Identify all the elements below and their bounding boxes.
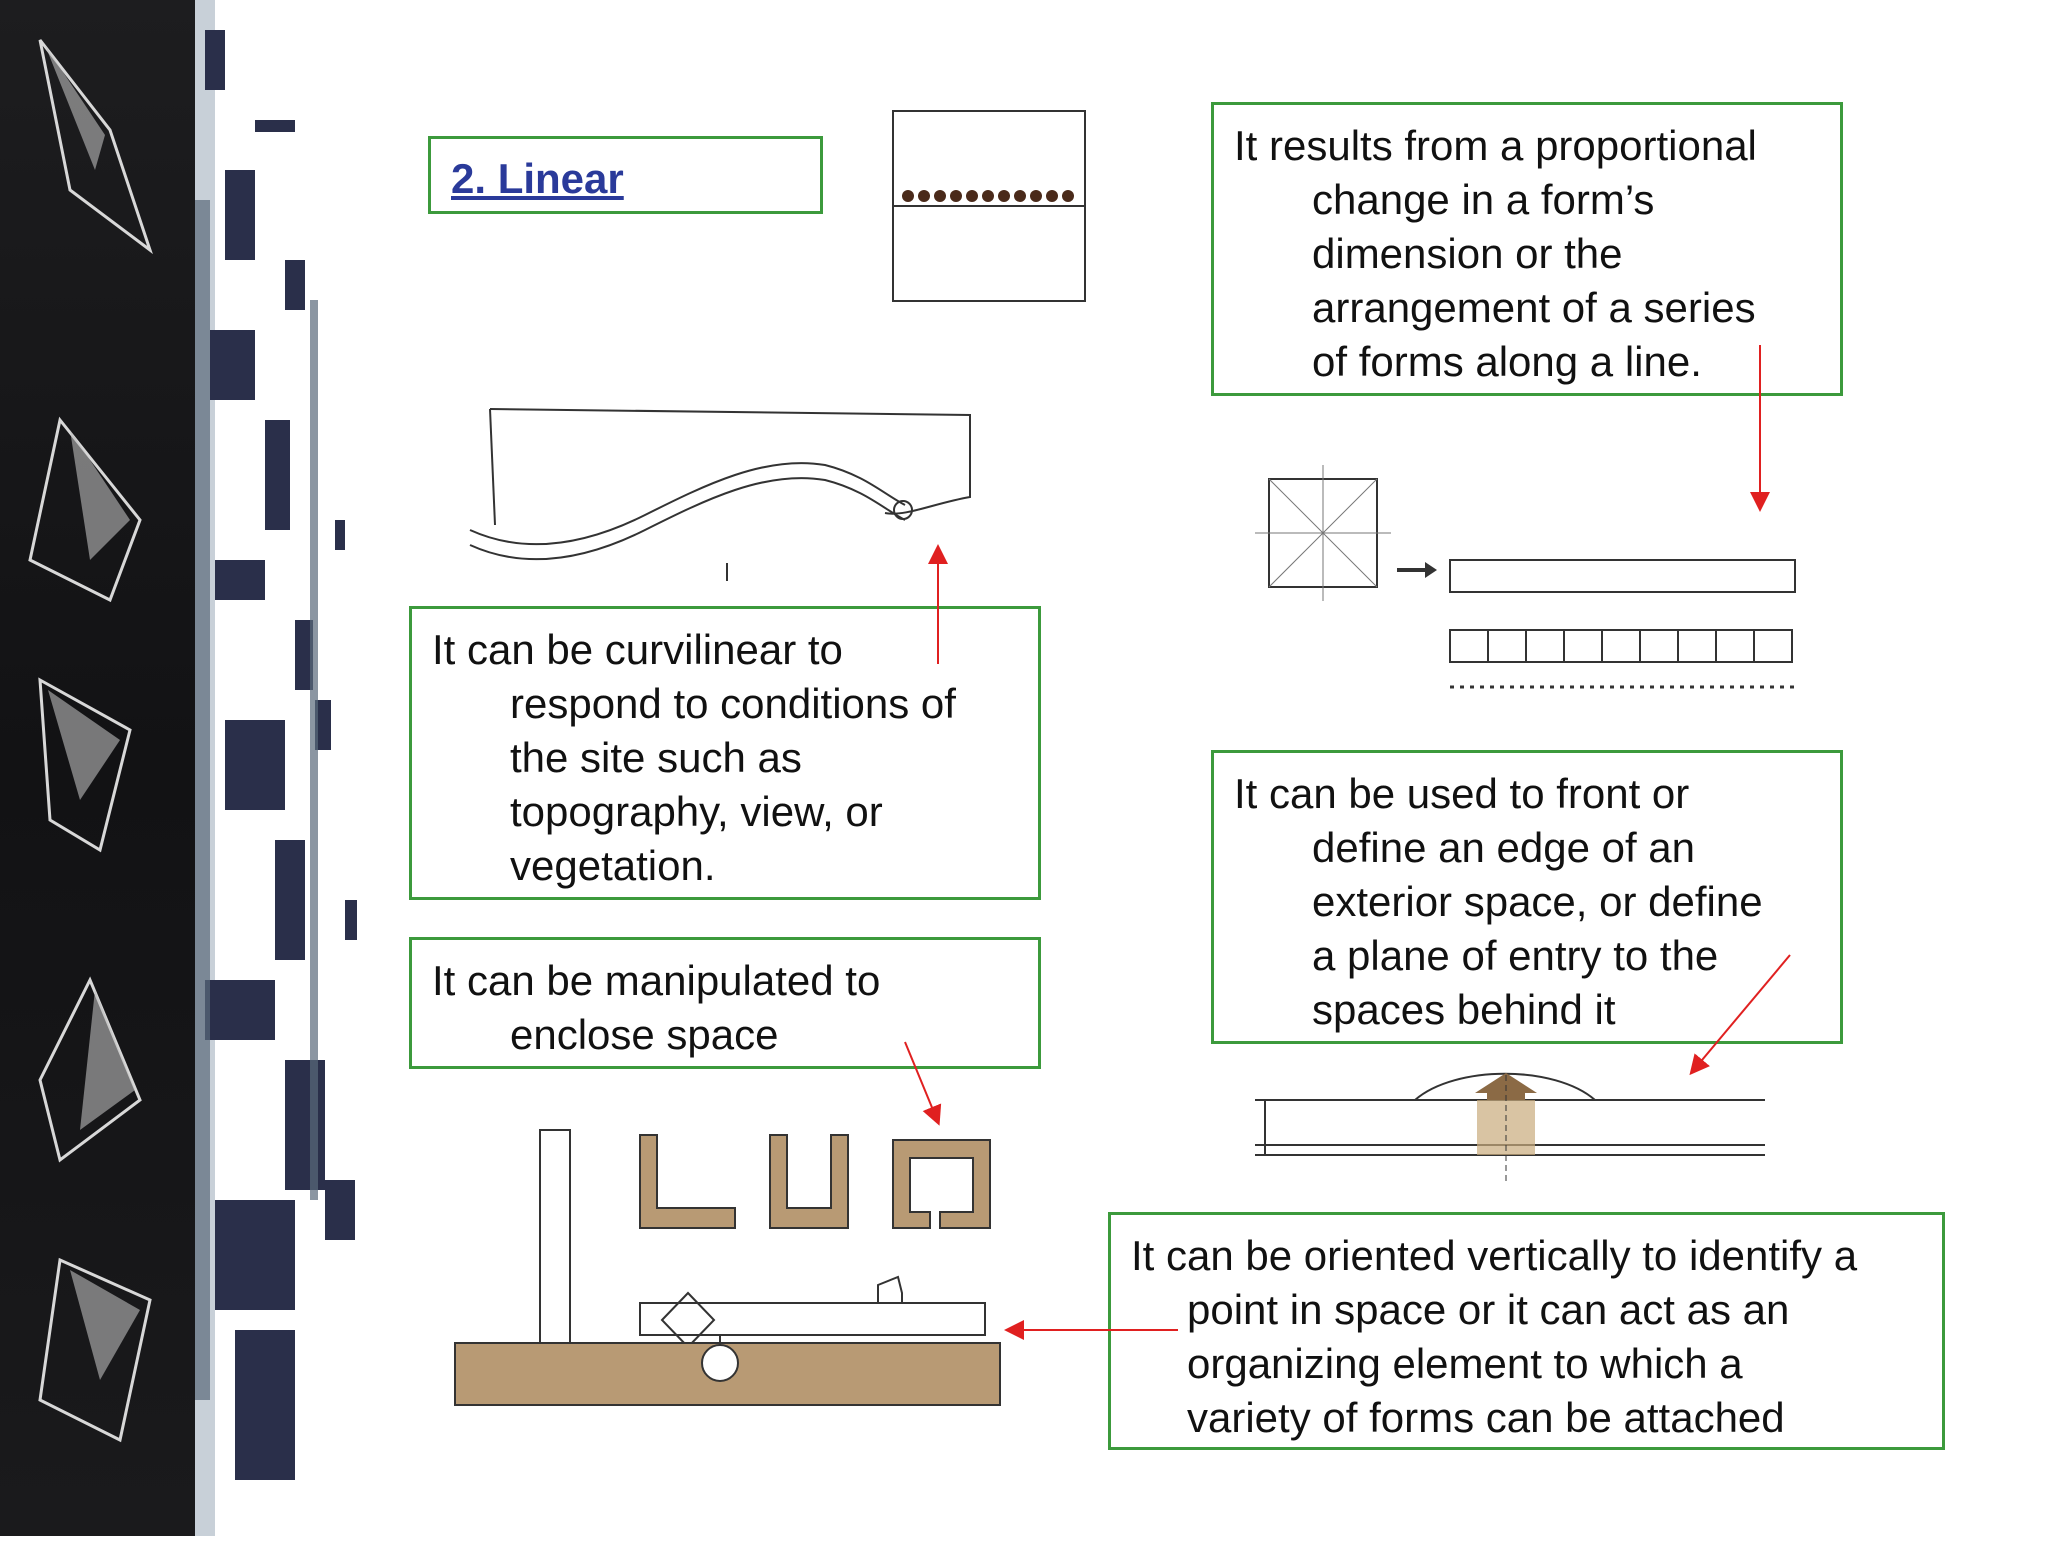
vertical-line-1: It can be oriented vertically to identify a xyxy=(1131,1232,1858,1279)
curvilinear-line-1: It can be curvilinear to xyxy=(432,626,843,673)
vertical-line-4: variety of forms can be attached xyxy=(1187,1394,1785,1441)
proportional-line-3: dimension or the xyxy=(1312,230,1623,277)
proportional-line-4: arrangement of a series xyxy=(1312,284,1756,331)
curvilinear-line-3: the site such as xyxy=(510,734,802,781)
front-line-5: spaces behind it xyxy=(1312,986,1616,1033)
arrow-to-enclose-sketch xyxy=(905,1042,938,1122)
front-line-4: a plane of entry to the xyxy=(1312,932,1719,979)
manipulated-line-1: It can be manipulated to xyxy=(432,957,881,1004)
front-line-2: define an edge of an xyxy=(1312,824,1696,871)
manipulated-line-2: enclose space xyxy=(510,1011,779,1058)
proportional-line-5: of forms along a line. xyxy=(1312,338,1702,385)
front-line-3: exterior space, or define xyxy=(1312,878,1763,925)
proportional-line-1: It results from a proportional xyxy=(1234,122,1757,169)
curvilinear-line-5: vegetation. xyxy=(510,842,716,889)
vertical-line-2: point in space or it can act as an xyxy=(1187,1286,1790,1333)
proportional-line-2: change in a form’s xyxy=(1312,176,1655,223)
vertical-line-3: organizing element to which a xyxy=(1187,1340,1743,1387)
curvilinear-line-2: respond to conditions of xyxy=(510,680,956,727)
arrow-to-front-sketch xyxy=(1692,955,1790,1072)
front-line-1: It can be used to front or xyxy=(1234,770,1690,817)
curvilinear-line-4: topography, view, or xyxy=(510,788,883,835)
slide-title[interactable]: 2. Linear xyxy=(451,155,624,202)
